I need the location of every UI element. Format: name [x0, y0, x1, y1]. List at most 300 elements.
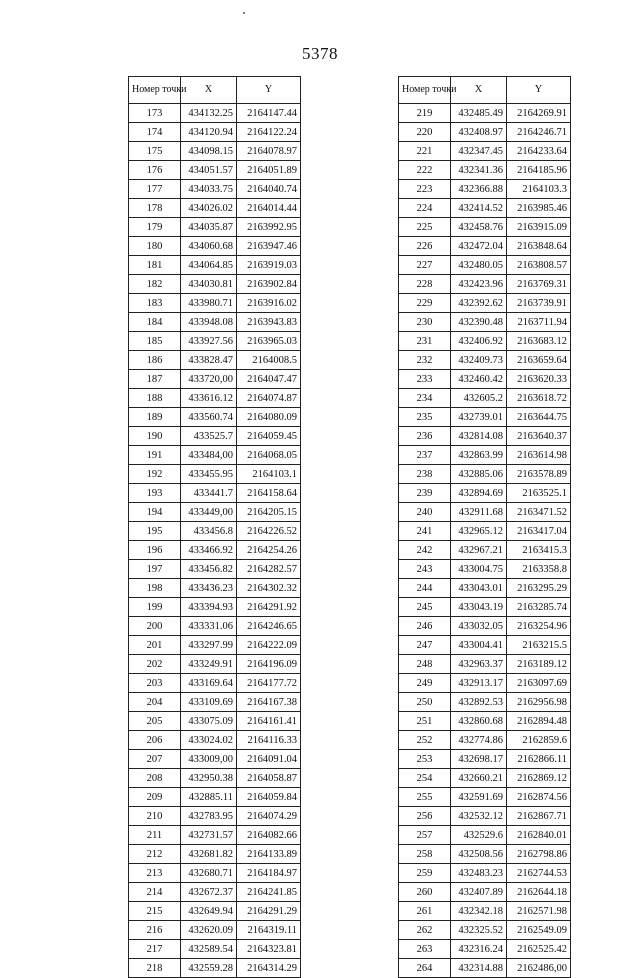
table-row [129, 750, 301, 769]
x-coordinate-cell: 433004.75 [451, 560, 507, 579]
x-coordinate-cell: 432390.48 [451, 313, 507, 332]
x-coordinate-cell: 432620.09 [181, 921, 237, 940]
y-coordinate-cell: 2163848.64 [507, 237, 571, 256]
point-number-cell: 193 [129, 484, 181, 503]
y-coordinate-cell: 2164185.96 [507, 161, 571, 180]
page-number: 5378 [302, 44, 338, 63]
y-coordinate-cell: 2164246.71 [507, 123, 571, 142]
table-row [129, 408, 301, 427]
y-coordinate-cell: 2164222.09 [237, 636, 301, 655]
x-coordinate-cell: 432314.88 [451, 959, 507, 978]
point-number-cell: 245 [399, 598, 451, 617]
table-row [129, 826, 301, 845]
x-coordinate-cell: 433525.7 [181, 427, 237, 446]
x-coordinate-cell: 432660.21 [451, 769, 507, 788]
y-coordinate-cell: 2163916.02 [237, 294, 301, 313]
point-number-cell: 255 [399, 788, 451, 807]
table-header-row [399, 77, 571, 104]
point-number-cell: 195 [129, 522, 181, 541]
x-coordinate-cell: 433004.41 [451, 636, 507, 655]
table-row [399, 503, 571, 522]
point-number-cell: 229 [399, 294, 451, 313]
point-number-cell: 248 [399, 655, 451, 674]
table-row [399, 579, 571, 598]
x-coordinate-cell: 432911.68 [451, 503, 507, 522]
y-coordinate-cell: 2164014.44 [237, 199, 301, 218]
x-coordinate-cell: 432913.17 [451, 674, 507, 693]
point-number-cell: 177 [129, 180, 181, 199]
y-coordinate-cell: 2164068.05 [237, 446, 301, 465]
table-row [399, 218, 571, 237]
table-row [399, 522, 571, 541]
y-coordinate-cell: 2163578.89 [507, 465, 571, 484]
x-coordinate-cell: 432325.52 [451, 921, 507, 940]
table-header-row [129, 77, 301, 104]
point-number-cell: 249 [399, 674, 451, 693]
x-coordinate-cell: 432863.99 [451, 446, 507, 465]
y-coordinate-cell: 2162840.01 [507, 826, 571, 845]
point-number-cell: 207 [129, 750, 181, 769]
x-coordinate-cell: 432532.12 [451, 807, 507, 826]
y-coordinate-cell: 2164059.45 [237, 427, 301, 446]
table-row [399, 199, 571, 218]
x-coordinate-cell: 434120.94 [181, 123, 237, 142]
table-row [129, 446, 301, 465]
point-number-cell: 232 [399, 351, 451, 370]
point-number-cell: 223 [399, 180, 451, 199]
table-row [399, 598, 571, 617]
table-row [399, 826, 571, 845]
y-coordinate-cell: 2164246.65 [237, 617, 301, 636]
x-coordinate-cell: 434030.81 [181, 275, 237, 294]
x-coordinate-cell: 433075.09 [181, 712, 237, 731]
y-coordinate-cell: 2163620.33 [507, 370, 571, 389]
y-coordinate-cell: 2163189.12 [507, 655, 571, 674]
y-coordinate-cell: 2162894.48 [507, 712, 571, 731]
x-coordinate-cell: 432894.69 [451, 484, 507, 503]
table-row [129, 959, 301, 978]
table-row [399, 902, 571, 921]
y-coordinate-cell: 2162644.18 [507, 883, 571, 902]
table-row [129, 503, 301, 522]
y-coordinate-cell: 2164282.57 [237, 560, 301, 579]
table-row [399, 940, 571, 959]
y-coordinate-cell: 2163659.64 [507, 351, 571, 370]
x-coordinate-cell: 433109.69 [181, 693, 237, 712]
x-coordinate-cell: 433043.01 [451, 579, 507, 598]
point-number-cell: 238 [399, 465, 451, 484]
x-coordinate-cell: 432774.86 [451, 731, 507, 750]
header-point-number: Номер точки [129, 77, 181, 104]
y-coordinate-cell: 2163417.04 [507, 522, 571, 541]
y-coordinate-cell: 2164233.64 [507, 142, 571, 161]
y-coordinate-cell: 2164314.29 [237, 959, 301, 978]
table-row [129, 427, 301, 446]
y-coordinate-cell: 2164291.92 [237, 598, 301, 617]
table-row [129, 655, 301, 674]
table-row [399, 750, 571, 769]
y-coordinate-cell: 2163992.95 [237, 218, 301, 237]
table-row [129, 180, 301, 199]
x-coordinate-cell: 432739.01 [451, 408, 507, 427]
table-row [399, 275, 571, 294]
header-point-number: Номер точки [399, 77, 451, 104]
point-number-cell: 247 [399, 636, 451, 655]
x-coordinate-cell: 432406.92 [451, 332, 507, 351]
point-number-cell: 226 [399, 237, 451, 256]
table-row [129, 123, 301, 142]
coordinates-table-left [128, 76, 301, 978]
table-row [129, 161, 301, 180]
y-coordinate-cell: 2162859.6 [507, 731, 571, 750]
x-coordinate-cell: 432965.12 [451, 522, 507, 541]
point-number-cell: 208 [129, 769, 181, 788]
y-coordinate-cell: 2163943.83 [237, 313, 301, 332]
table-row [399, 883, 571, 902]
point-number-cell: 262 [399, 921, 451, 940]
point-number-cell: 221 [399, 142, 451, 161]
y-coordinate-cell: 2164205.15 [237, 503, 301, 522]
table-row [129, 693, 301, 712]
point-number-cell: 231 [399, 332, 451, 351]
y-coordinate-cell: 2164059.84 [237, 788, 301, 807]
x-coordinate-cell: 433436.23 [181, 579, 237, 598]
x-coordinate-cell: 432485.49 [451, 104, 507, 123]
y-coordinate-cell: 2164147.44 [237, 104, 301, 123]
table-row [129, 465, 301, 484]
y-coordinate-cell: 2164254.26 [237, 541, 301, 560]
y-coordinate-cell: 2163808.57 [507, 256, 571, 275]
y-coordinate-cell: 2162867.71 [507, 807, 571, 826]
y-coordinate-cell: 2164226.52 [237, 522, 301, 541]
point-number-cell: 244 [399, 579, 451, 598]
point-number-cell: 233 [399, 370, 451, 389]
scan-speck [243, 12, 245, 14]
table-row [129, 921, 301, 940]
x-coordinate-cell: 432408.97 [451, 123, 507, 142]
y-coordinate-cell: 2164269.91 [507, 104, 571, 123]
y-coordinate-cell: 2163683.12 [507, 332, 571, 351]
table-row [129, 294, 301, 313]
point-number-cell: 263 [399, 940, 451, 959]
point-number-cell: 215 [129, 902, 181, 921]
x-coordinate-cell: 434060.68 [181, 237, 237, 256]
x-coordinate-cell: 432347.45 [451, 142, 507, 161]
point-number-cell: 239 [399, 484, 451, 503]
x-coordinate-cell: 432783.95 [181, 807, 237, 826]
point-number-cell: 237 [399, 446, 451, 465]
table-row [399, 294, 571, 313]
y-coordinate-cell: 2164103.3 [507, 180, 571, 199]
table-row [399, 180, 571, 199]
point-number-cell: 214 [129, 883, 181, 902]
x-coordinate-cell: 434132.25 [181, 104, 237, 123]
table-row [399, 788, 571, 807]
y-coordinate-cell: 2163902.84 [237, 275, 301, 294]
point-number-cell: 219 [399, 104, 451, 123]
y-coordinate-cell: 2163254.96 [507, 617, 571, 636]
table-row [399, 256, 571, 275]
table-row [129, 598, 301, 617]
x-coordinate-cell: 432681.82 [181, 845, 237, 864]
y-coordinate-cell: 2164103.1 [237, 465, 301, 484]
y-coordinate-cell: 2164241.85 [237, 883, 301, 902]
table-row [399, 541, 571, 560]
point-number-cell: 189 [129, 408, 181, 427]
coordinates-table-right [398, 76, 571, 978]
x-coordinate-cell: 432731.57 [181, 826, 237, 845]
x-coordinate-cell: 434098.15 [181, 142, 237, 161]
x-coordinate-cell: 433024.02 [181, 731, 237, 750]
point-number-cell: 183 [129, 294, 181, 313]
y-coordinate-cell: 2163285.74 [507, 598, 571, 617]
x-coordinate-cell: 433456.82 [181, 560, 237, 579]
point-number-cell: 173 [129, 104, 181, 123]
table-row [129, 636, 301, 655]
table-row [399, 636, 571, 655]
y-coordinate-cell: 2164184.97 [237, 864, 301, 883]
x-coordinate-cell: 432407.89 [451, 883, 507, 902]
table-row [129, 864, 301, 883]
point-number-cell: 201 [129, 636, 181, 655]
y-coordinate-cell: 2162744.53 [507, 864, 571, 883]
table-row [129, 541, 301, 560]
table-row [399, 332, 571, 351]
point-number-cell: 178 [129, 199, 181, 218]
table-row [129, 579, 301, 598]
point-number-cell: 264 [399, 959, 451, 978]
header-x: X [181, 77, 237, 104]
table-row [399, 465, 571, 484]
point-number-cell: 242 [399, 541, 451, 560]
header-y: Y [507, 77, 571, 104]
x-coordinate-cell: 433169.64 [181, 674, 237, 693]
x-coordinate-cell: 432409.73 [451, 351, 507, 370]
table-row [399, 408, 571, 427]
table-row [129, 940, 301, 959]
point-number-cell: 187 [129, 370, 181, 389]
y-coordinate-cell: 2164078.97 [237, 142, 301, 161]
point-number-cell: 256 [399, 807, 451, 826]
x-coordinate-cell: 434064.85 [181, 256, 237, 275]
point-number-cell: 184 [129, 313, 181, 332]
y-coordinate-cell: 2163295.29 [507, 579, 571, 598]
table-row [399, 731, 571, 750]
x-coordinate-cell: 432414.52 [451, 199, 507, 218]
point-number-cell: 180 [129, 237, 181, 256]
point-number-cell: 182 [129, 275, 181, 294]
table-row [399, 674, 571, 693]
table-row [129, 142, 301, 161]
point-number-cell: 213 [129, 864, 181, 883]
point-number-cell: 216 [129, 921, 181, 940]
x-coordinate-cell: 432672.37 [181, 883, 237, 902]
table-row [129, 807, 301, 826]
table-row [399, 769, 571, 788]
table-row [129, 522, 301, 541]
point-number-cell: 198 [129, 579, 181, 598]
point-number-cell: 202 [129, 655, 181, 674]
table-row [399, 807, 571, 826]
table-body [399, 104, 571, 978]
y-coordinate-cell: 2164116.33 [237, 731, 301, 750]
x-coordinate-cell: 432698.17 [451, 750, 507, 769]
y-coordinate-cell: 2163614.98 [507, 446, 571, 465]
table-row [399, 864, 571, 883]
y-coordinate-cell: 2164319.11 [237, 921, 301, 940]
point-number-cell: 174 [129, 123, 181, 142]
point-number-cell: 236 [399, 427, 451, 446]
y-coordinate-cell: 2163711.94 [507, 313, 571, 332]
point-number-cell: 224 [399, 199, 451, 218]
point-number-cell: 243 [399, 560, 451, 579]
table-row [129, 332, 301, 351]
x-coordinate-cell: 433948.08 [181, 313, 237, 332]
x-coordinate-cell: 432892.53 [451, 693, 507, 712]
x-coordinate-cell: 433484,00 [181, 446, 237, 465]
y-coordinate-cell: 2164047.47 [237, 370, 301, 389]
y-coordinate-cell: 2164122.24 [237, 123, 301, 142]
table-row [399, 427, 571, 446]
table-row [399, 161, 571, 180]
x-coordinate-cell: 432963.37 [451, 655, 507, 674]
point-number-cell: 261 [399, 902, 451, 921]
table-row [129, 275, 301, 294]
x-coordinate-cell: 432392.62 [451, 294, 507, 313]
table-row [399, 104, 571, 123]
table-row [129, 484, 301, 503]
point-number-cell: 199 [129, 598, 181, 617]
x-coordinate-cell: 433032.05 [451, 617, 507, 636]
table-row [129, 617, 301, 636]
x-coordinate-cell: 432591.69 [451, 788, 507, 807]
y-coordinate-cell: 2163415.3 [507, 541, 571, 560]
point-number-cell: 206 [129, 731, 181, 750]
point-number-cell: 234 [399, 389, 451, 408]
table-row [129, 731, 301, 750]
y-coordinate-cell: 2163644.75 [507, 408, 571, 427]
point-number-cell: 176 [129, 161, 181, 180]
table-row [129, 902, 301, 921]
x-coordinate-cell: 433249.91 [181, 655, 237, 674]
x-coordinate-cell: 434026.02 [181, 199, 237, 218]
point-number-cell: 205 [129, 712, 181, 731]
point-number-cell: 200 [129, 617, 181, 636]
table-row [399, 693, 571, 712]
point-number-cell: 197 [129, 560, 181, 579]
point-number-cell: 260 [399, 883, 451, 902]
point-number-cell: 257 [399, 826, 451, 845]
table-body [129, 104, 301, 978]
x-coordinate-cell: 433720,00 [181, 370, 237, 389]
y-coordinate-cell: 2164167.38 [237, 693, 301, 712]
point-number-cell: 217 [129, 940, 181, 959]
point-number-cell: 211 [129, 826, 181, 845]
point-number-cell: 179 [129, 218, 181, 237]
x-coordinate-cell: 433455.95 [181, 465, 237, 484]
x-coordinate-cell: 433560.74 [181, 408, 237, 427]
y-coordinate-cell: 2164082.66 [237, 826, 301, 845]
table-row [129, 560, 301, 579]
x-coordinate-cell: 432341.36 [451, 161, 507, 180]
point-number-cell: 259 [399, 864, 451, 883]
point-number-cell: 252 [399, 731, 451, 750]
point-number-cell: 188 [129, 389, 181, 408]
x-coordinate-cell: 433449,00 [181, 503, 237, 522]
x-coordinate-cell: 434033.75 [181, 180, 237, 199]
x-coordinate-cell: 432480.05 [451, 256, 507, 275]
point-number-cell: 191 [129, 446, 181, 465]
point-number-cell: 230 [399, 313, 451, 332]
x-coordinate-cell: 432680.71 [181, 864, 237, 883]
x-coordinate-cell: 432342.18 [451, 902, 507, 921]
table-row [399, 845, 571, 864]
y-coordinate-cell: 2164323.81 [237, 940, 301, 959]
point-number-cell: 241 [399, 522, 451, 541]
y-coordinate-cell: 2164291.29 [237, 902, 301, 921]
y-coordinate-cell: 2164177.72 [237, 674, 301, 693]
y-coordinate-cell: 2163215.5 [507, 636, 571, 655]
table-row [129, 788, 301, 807]
point-number-cell: 235 [399, 408, 451, 427]
y-coordinate-cell: 2163985.46 [507, 199, 571, 218]
point-number-cell: 218 [129, 959, 181, 978]
x-coordinate-cell: 433927.56 [181, 332, 237, 351]
y-coordinate-cell: 2164091.04 [237, 750, 301, 769]
y-coordinate-cell: 2162486,00 [507, 959, 571, 978]
y-coordinate-cell: 2164302.32 [237, 579, 301, 598]
y-coordinate-cell: 2164080.09 [237, 408, 301, 427]
table-row [129, 370, 301, 389]
x-coordinate-cell: 432649.94 [181, 902, 237, 921]
y-coordinate-cell: 2162525.42 [507, 940, 571, 959]
x-coordinate-cell: 433466.92 [181, 541, 237, 560]
x-coordinate-cell: 433441.7 [181, 484, 237, 503]
x-coordinate-cell: 432483.23 [451, 864, 507, 883]
y-coordinate-cell: 2163915.09 [507, 218, 571, 237]
y-coordinate-cell: 2163919.03 [237, 256, 301, 275]
x-coordinate-cell: 432508.56 [451, 845, 507, 864]
table-row [129, 769, 301, 788]
x-coordinate-cell: 433297.99 [181, 636, 237, 655]
table-row [399, 484, 571, 503]
y-coordinate-cell: 2163640.37 [507, 427, 571, 446]
y-coordinate-cell: 2163471.52 [507, 503, 571, 522]
table-row [129, 313, 301, 332]
point-number-cell: 254 [399, 769, 451, 788]
point-number-cell: 186 [129, 351, 181, 370]
point-number-cell: 225 [399, 218, 451, 237]
y-coordinate-cell: 2164058.87 [237, 769, 301, 788]
point-number-cell: 253 [399, 750, 451, 769]
y-coordinate-cell: 2164051.89 [237, 161, 301, 180]
table-row [129, 712, 301, 731]
y-coordinate-cell: 2162869.12 [507, 769, 571, 788]
point-number-cell: 250 [399, 693, 451, 712]
x-coordinate-cell: 433043.19 [451, 598, 507, 617]
y-coordinate-cell: 2164158.64 [237, 484, 301, 503]
x-coordinate-cell: 432605.2 [451, 389, 507, 408]
header-y: Y [237, 77, 301, 104]
y-coordinate-cell: 2163525.1 [507, 484, 571, 503]
point-number-cell: 185 [129, 332, 181, 351]
y-coordinate-cell: 2162866.11 [507, 750, 571, 769]
table-row [129, 256, 301, 275]
x-coordinate-cell: 432885.06 [451, 465, 507, 484]
x-coordinate-cell: 432316.24 [451, 940, 507, 959]
table-row [399, 617, 571, 636]
table-row [129, 674, 301, 693]
